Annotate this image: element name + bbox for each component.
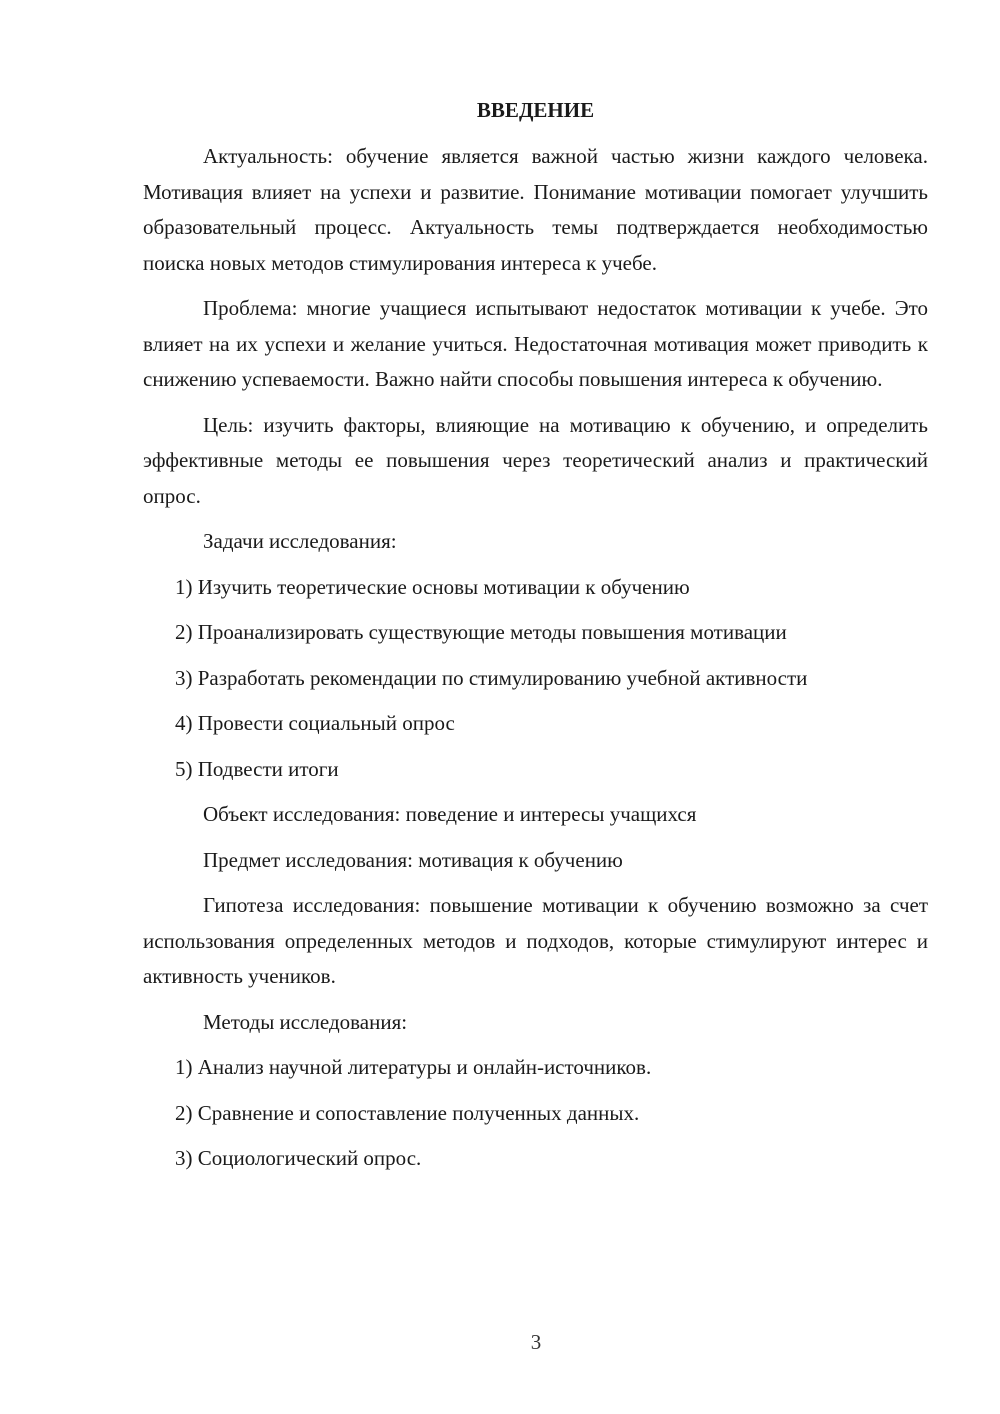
page-number: 3 — [530, 1330, 542, 1354]
relevance-paragraph: Актуальность: обучение является важной частью жизни каждого человека. Мотивация влияет на успехи и развитие. Понимание мотивации помогает улучшить образовательный процесс. Актуальность темы подтверждается необходимостью поиска новых методов стимулирования интереса к учебе. — [143, 144, 928, 275]
section-title: ВВЕДЕНИЕ — [476, 98, 595, 122]
hypothesis-paragraph: Гипотеза исследования: повышение мотивации к обучению возможно за счет использования определенных методов и подходов, которые стимулируют интерес и активность учеников. — [143, 893, 928, 988]
task-item-4: 4) Провести социальный опрос — [175, 711, 455, 735]
task-item-1: 1) Изучить теоретические основы мотивации к обучению — [175, 574, 690, 599]
research-object: Объект исследования: поведение и интересы учащихся — [203, 802, 697, 826]
tasks-heading: Задачи исследования: — [203, 529, 397, 553]
task-item-2: 2) Проанализировать существующие методы повышения мотивации — [175, 620, 787, 644]
method-item-3: 3) Социологический опрос. — [175, 1146, 422, 1170]
goal-paragraph: Цель: изучить факторы, влияющие на мотивацию к обучению, и определить эффективные методы ее повышения через теоретический анализ и практический опрос. — [143, 412, 928, 508]
problem-paragraph: Проблема: многие учащиеся испытывают недостаток мотивации к учебе. Это влияет на их успехи и желание учиться. Недостаточная мотивация может приводить к снижению успеваемости. Важно найти способы повышения интереса к обучению. — [143, 296, 928, 391]
task-item-5: 5) Подвести итоги — [175, 756, 339, 781]
document-page — [143, 92, 928, 1177]
method-item-1: 1) Анализ научной литературы и онлайн-источников. — [175, 1055, 652, 1079]
task-item-3: 3) Разработать рекомендации по стимулированию учебной активности — [175, 665, 808, 690]
methods-heading: Методы исследования: — [203, 1009, 408, 1034]
research-subject: Предмет исследования: мотивация к обучению — [203, 847, 623, 872]
method-item-2: 2) Сравнение и сопоставление полученных данных. — [175, 1100, 640, 1125]
